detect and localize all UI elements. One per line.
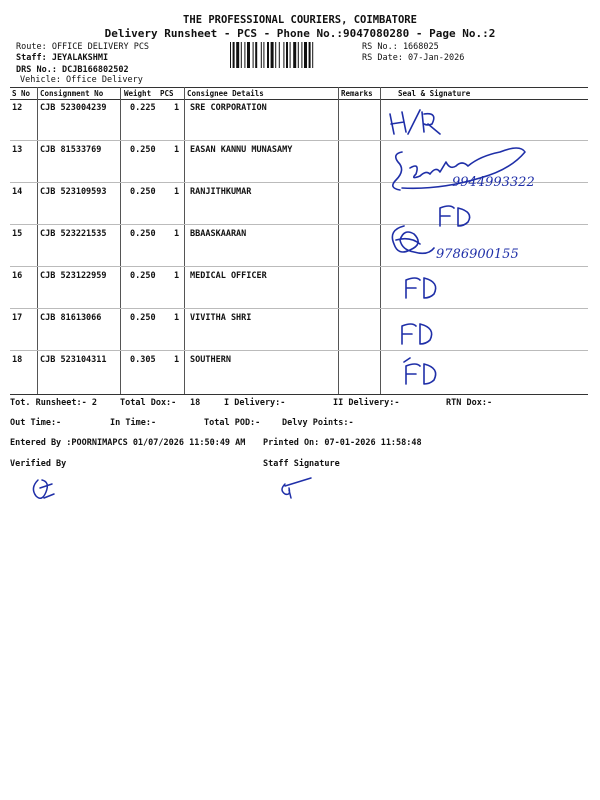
row-consignment-no: CJB 523109593	[40, 187, 107, 197]
row14-fd-mark	[440, 206, 470, 226]
staff-signature-label: Staff Signature	[263, 459, 340, 469]
row-weight: 0.250	[130, 271, 156, 281]
out-time-label: Out Time:-	[10, 418, 62, 428]
row15-signature	[392, 226, 434, 253]
col-header-consignee: Consignee Details	[187, 89, 264, 98]
vehicle-label: Vehicle: Office Delivery	[20, 75, 143, 85]
row-sno: 12	[12, 103, 23, 113]
total-pod-label: Total POD:-	[204, 418, 261, 428]
row-sno: 13	[12, 145, 23, 155]
row-sno: 15	[12, 229, 23, 239]
row-pcs: 1	[174, 313, 180, 323]
total-dox-value: 18	[190, 398, 201, 408]
printed-on: Printed On: 07-01-2026 11:58:48	[263, 438, 422, 448]
col-header-pcs: PCS	[160, 89, 174, 98]
row-pcs: 1	[174, 145, 180, 155]
row-sno: 16	[12, 271, 23, 281]
row-consignment-no: CJB 81613066	[40, 313, 102, 323]
staff-signature-mark	[275, 472, 325, 502]
ii-delivery-label: II Delivery:-	[333, 398, 400, 408]
tot-runsheet: Tot. Runsheet:- 2	[10, 398, 97, 408]
col-header-seal-signature: Seal & Signature	[398, 89, 471, 98]
company-title: THE PROFESSIONAL COURIERS, COIMBATORE	[183, 14, 417, 26]
route-label: Route: OFFICE DELIVERY PCS	[16, 42, 150, 52]
row-consignee: BBAASKAARAN	[190, 229, 247, 239]
total-dox-label: Total Dox:-	[120, 398, 177, 408]
row-weight: 0.305	[130, 355, 156, 365]
rtn-dox-label: RTN Dox:-	[446, 398, 493, 408]
col-header-remarks: Remarks	[341, 89, 373, 98]
row-weight: 0.250	[130, 145, 156, 155]
row-consignee: EASAN KANNU MUNASAMY	[190, 145, 293, 155]
row-pcs: 1	[174, 103, 180, 113]
row-consignment-no: CJB 523221535	[40, 229, 107, 239]
delvy-points-label: Delvy Points:-	[282, 418, 354, 428]
row-weight: 0.250	[130, 313, 156, 323]
row-consignee: SRE CORPORATION	[190, 103, 267, 113]
row-consignment-no: CJB 523104311	[40, 355, 107, 365]
row-weight: 0.250	[130, 187, 156, 197]
row15-phone: 9786900155	[436, 247, 519, 262]
row16-fd-mark	[406, 278, 436, 298]
i-delivery-label: I Delivery:-	[224, 398, 286, 408]
entered-by: Entered By :POORNIMAPCS 01/07/2026 11:50:49 AM	[10, 438, 246, 448]
row-sno: 17	[12, 313, 23, 323]
row17-fd-mark	[402, 324, 432, 344]
col-header-consignment: Consignment No	[40, 89, 104, 98]
row-weight: 0.225	[130, 103, 156, 113]
row12-signature	[390, 110, 440, 134]
row-consignment-no: CJB 523122959	[40, 271, 107, 281]
row-consignee: VIVITHA SHRI	[190, 313, 252, 323]
row-pcs: 1	[174, 229, 180, 239]
row-pcs: 1	[174, 355, 180, 365]
row-consignment-no: CJB 523004239	[40, 103, 107, 113]
col-header-sno: S No	[12, 89, 31, 98]
staff-label: Staff: JEYALAKSHMI	[16, 53, 109, 63]
drs-number: DRS No.: DCJB166802502	[16, 65, 129, 75]
row-consignee: MEDICAL OFFICER	[190, 271, 267, 281]
rs-date: RS Date: 07-Jan-2026	[362, 53, 465, 63]
row-pcs: 1	[174, 187, 180, 197]
row13-phone: 9944993322	[452, 175, 535, 190]
row-consignment-no: CJB 81533769	[40, 145, 102, 155]
rs-number: RS No.: 1668025	[362, 42, 439, 52]
barcode-image	[230, 42, 355, 68]
row-pcs: 1	[174, 271, 180, 281]
runsheet-subtitle: Delivery Runsheet - PCS - Phone No.:9047080280 - Page No.:2	[104, 27, 496, 40]
row-sno: 18	[12, 355, 23, 365]
in-time-label: In Time:-	[110, 418, 157, 428]
row18-fd-mark	[404, 358, 436, 384]
verified-by-signature	[28, 474, 68, 504]
verified-by-label: Verified By	[10, 459, 67, 469]
row-weight: 0.250	[130, 229, 156, 239]
handwritten-signatures	[380, 100, 590, 400]
row-consignee: RANJITHKUMAR	[190, 187, 252, 197]
row-sno: 14	[12, 187, 23, 197]
col-header-weight: Weight	[124, 89, 152, 98]
row-consignee: SOUTHERN	[190, 355, 231, 365]
